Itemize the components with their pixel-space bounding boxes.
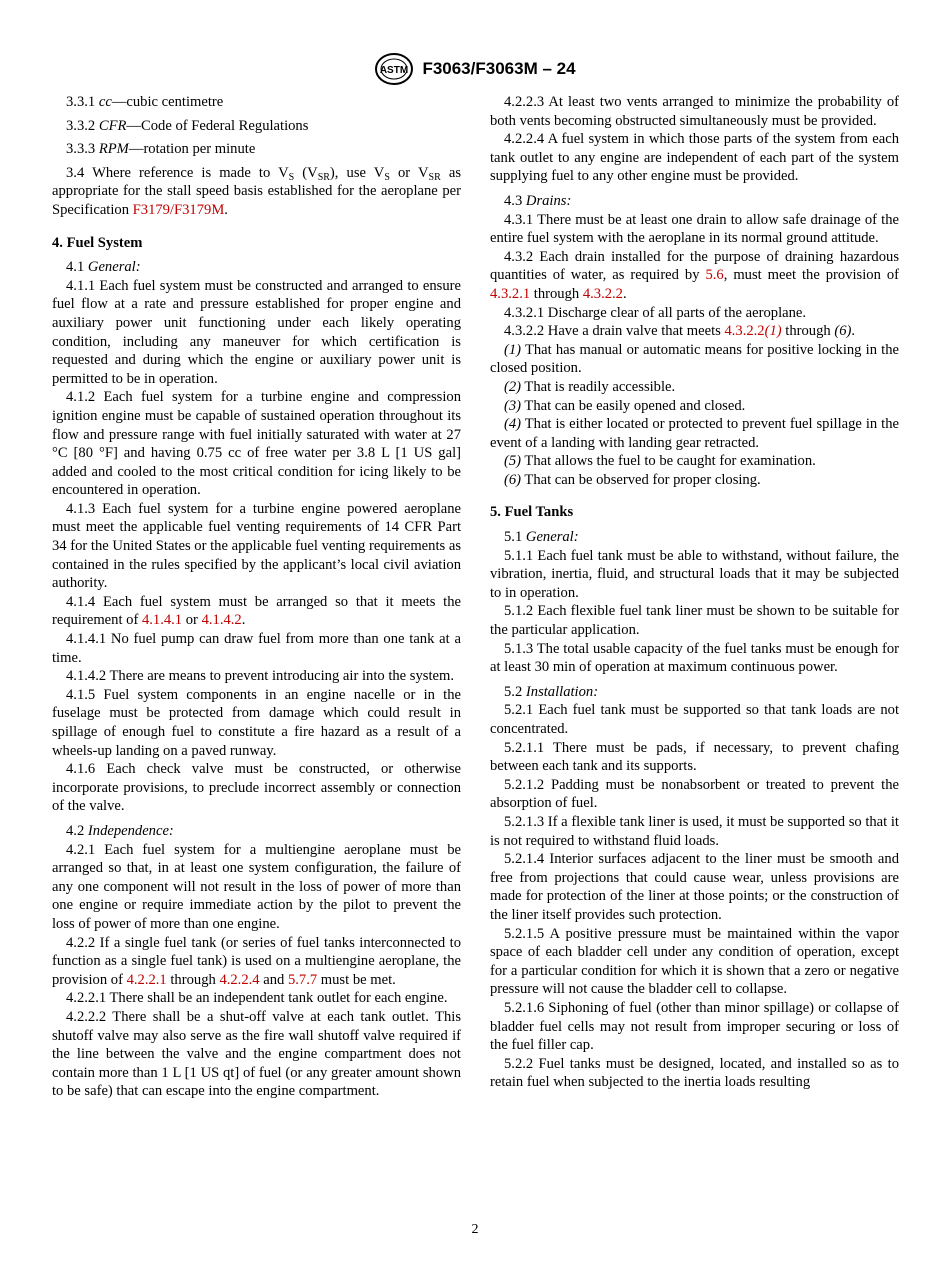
paragraph-4-1-3: 4.1.3 Each fuel system for a turbine engine powered aeroplane must meet the applicable fuel venting requirements of 14 CFR Part 34 for the United States or the applicable fuel venting requirements as contained in the rules specified by the applicant’s local civil aviation authority. — [52, 500, 461, 592]
paragraph-4-3-2-1: 4.3.2.1 Discharge clear of all parts of the aeroplane. — [504, 304, 807, 321]
definition-3-3-1: 3.3.1 cc—cubic centimetre — [66, 94, 224, 110]
link-5-7-7[interactable]: 5.7.7 — [287, 971, 318, 988]
paragraph-4-1-1: 4.1.1 Each fuel system must be constructed and arranged to ensure fuel flow at a rate and pressure established for proper engine and auxiliary power unit functioning under each likely operating condition, including any maneuver for which certification is requested and during which the engine or auxiliary power unit is permitted to be in operation. — [52, 277, 461, 387]
paragraph-4-2-2-3: 4.2.2.3 At least two vents arranged to minimize the probability of both vents becoming obstructed simultaneously must be provided. — [490, 94, 899, 129]
link-5-6[interactable]: 5.6 — [705, 267, 724, 284]
link-4-3-2-1[interactable]: 4.3.2.1 — [490, 285, 531, 302]
right-column — [490, 93, 899, 1092]
section-heading-4: 4. Fuel System — [52, 234, 143, 251]
list-item-3: (3) That can be easily opened and closed. — [504, 397, 746, 414]
paragraph-5-2-1-3: 5.2.1.3 If a flexible tank liner is used, it must be supported so that it is not required to withstand fluid loads. — [490, 813, 899, 849]
paragraph-5-2-1-4: 5.2.1.4 Interior surfaces adjacent to the liner must be smooth and free from projections that could cause wear, unless provisions are made for protection of the liner at those points; or the construction of the liner itself provides such protection. — [490, 851, 899, 923]
list-item-5: (5) That allows the fuel to be caught for examination. — [504, 453, 816, 470]
paragraph-5-1-2: 5.1.2 Each flexible fuel tank liner must be shown to be suitable for the particular application. — [490, 603, 899, 639]
page-number: 2 — [471, 1222, 479, 1237]
subsection-4-3: 4.3 Drains: — [504, 192, 572, 209]
paragraph-4-2-2-4: 4.2.2.4 A fuel system in which those parts of the system from each tank outlet to any engine are independent of each part of the system supplying fuel to any other engine must be provided. — [490, 131, 899, 185]
paragraph-4-3-1: 4.3.1 There must be at least one drain to allow safe drainage of the entire fuel system with the aeroplane in its normal ground attitude. — [490, 211, 899, 247]
paragraph-5-2-1-6: 5.2.1.6 Siphoning of fuel (other than minor spillage) or collapse of bladder fuel cells may not result from improper securing or loss of the fuel filler cap. — [490, 999, 899, 1054]
document-designation: F3063/F3063M – 24 — [422, 59, 576, 78]
paragraph-4-1-6: 4.1.6 Each check valve must be constructed, or otherwise incorporate provisions, to preclude incorrect assembly or connection of the valve. — [52, 761, 461, 815]
paragraph-5-2-1-1: 5.2.1.1 There must be pads, if necessary, to prevent chafing between each tank and its supports. — [490, 739, 899, 775]
logo-text: ASTM — [380, 65, 409, 76]
paragraph-4-3-2: 4.3.2 Each drain installed for the purpose of draining hazardous quantities of water, as required by 5.6, must meet the provision of 4.3.2.1 through 4.3.2.2. — [490, 248, 899, 302]
paragraph-4-1-2: 4.1.2 Each fuel system for a turbine engine and compression ignition engine must be capable of sustained operation throughout its flow and pressure range with fuel initially saturated with water at 27 °C [80 °F] and having 0.75 cc of free water per 3.8 L [1 US gal] added and cooled to the most critical condition for icing likely to be encountered in operation. — [52, 389, 461, 499]
paragraph-4-2-2-1: 4.2.2.1 There shall be an independent tank outlet for each engine. — [66, 990, 448, 1007]
subsection-5-2: 5.2 Installation: — [504, 683, 599, 700]
link-4-3-2-2-1[interactable]: 4.3.2.2(1) — [724, 323, 782, 340]
paragraph-3-4: 3.4 Where reference is made to $V_S$ $(V_{SR})$, use $V_S$ or $V_{SR}$ as appropriate for the stall speed basis established for the aeroplane per Specification F3179/F3179M. — [52, 164, 461, 218]
subsection-5-1: 5.1 General: — [504, 529, 579, 546]
paragraph-4-1-4: 4.1.4 Each fuel system must be arranged so that it meets the requirement of 4.1.4.1 or 4.1.4.2. — [52, 593, 461, 629]
paragraph-5-2-2: 5.2.2 Fuel tanks must be designed, located, and installed so as to retain fuel when subjected to the inertia loads resulting — [490, 1055, 899, 1091]
paragraph-4-1-4-1: 4.1.4.1 No fuel pump can draw fuel from more than one tank at a time. — [52, 631, 461, 666]
definition-3-3-2: 3.3.2 CFR—Code of Federal Regulations — [66, 117, 309, 134]
paragraph-5-1-1: 5.1.1 Each fuel tank must be able to withstand, without failure, the vibration, inertia, fluid, and structural loads that it may be subjected to in operation. — [490, 547, 899, 601]
link-4-2-2-4[interactable]: 4.2.2.4 — [219, 971, 260, 988]
paragraph-5-2-1: 5.2.1 Each fuel tank must be supported so that tank loads are not concentrated. — [490, 702, 899, 737]
subsection-4-1: 4.1 General: — [66, 259, 141, 276]
link-4-3-2-2[interactable]: 4.3.2.2 — [582, 285, 623, 302]
paragraph-5-1-3: 5.1.3 The total usable capacity of the fuel tanks must be enough for at least 30 min of operation at maximum continuous power. — [490, 640, 899, 676]
paragraph-4-2-1: 4.2.1 Each fuel system for a multiengine aeroplane must be arranged so that, in at least one system configuration, the failure of any one component will not result in the loss of power of more than one engine or require immediate action by the pilot to prevent the loss of power of more than one engine. — [52, 841, 461, 932]
paragraph-5-2-1-2: 5.2.1.2 Padding must be nonabsorbent or treated to prevent the absorption of fuel. — [490, 776, 899, 812]
list-item-6: (6) That can be observed for proper closing. — [504, 471, 761, 488]
link-4-2-2-1[interactable]: 4.2.2.1 — [126, 971, 167, 988]
link-4-1-4-1[interactable]: 4.1.4.1 — [141, 612, 183, 629]
link-f3179[interactable]: F3179/F3179M — [132, 201, 225, 218]
paragraph-4-3-2-2: 4.3.2.2 Have a drain valve that meets 4.3.2.2(1) through (6). — [504, 323, 856, 340]
paragraph-5-2-1-5: 5.2.1.5 A positive pressure must be maintained within the vapor space of each bladder cell under any condition of operation, except for a particular condition for which it is shown that a zero or negative pressure will not cause the bladder cell to collapse. — [490, 925, 899, 998]
link-4-1-4-2[interactable]: 4.1.4.2 — [201, 612, 242, 629]
paragraph-4-1-5: 4.1.5 Fuel system components in an engine nacelle or in the fuselage must be protected from damage which could result in spillage of enough fuel to constitute a fire hazard as a result of a wheels-up landing on a paved runway. — [52, 686, 461, 759]
page-header — [0, 52, 950, 86]
astm-logo-icon — [374, 52, 414, 86]
section-heading-5: 5. Fuel Tanks — [490, 504, 574, 521]
list-item-4: (4) That is either located or protected to prevent fuel spillage in the event of a landing with landing gear retracted. — [490, 416, 899, 451]
list-item-2: (2) That is readily accessible. — [504, 378, 676, 395]
paragraph-4-2-2-2: 4.2.2.2 There shall be a shut-off valve at each tank outlet. This shutoff valve may also serve as the fire wall shutoff valve required if the line between the valve and the engine compartment does not contain more than 1 L [1 US qt] of fuel (or any greater amount shown to be safe) that can escape into the engine compartment. — [52, 1008, 461, 1100]
paragraph-4-1-4-2: 4.1.4.2 There are means to prevent introducing air into the system. — [66, 668, 454, 685]
definition-3-3-3: 3.3.3 RPM—rotation per minute — [66, 141, 256, 158]
list-item-1: (1) That has manual or automatic means for positive locking in the closed position. — [490, 341, 899, 377]
paragraph-4-2-2: 4.2.2 If a single fuel tank (or series of fuel tanks interconnected to function as a single fuel tank) is used on a multiengine aeroplane, the provision of 4.2.2.1 through 4.2.2.4 and 5.7.7 must be met. — [52, 934, 461, 988]
left-column — [52, 93, 461, 1101]
subsection-4-2: 4.2 Independence: — [66, 822, 174, 839]
